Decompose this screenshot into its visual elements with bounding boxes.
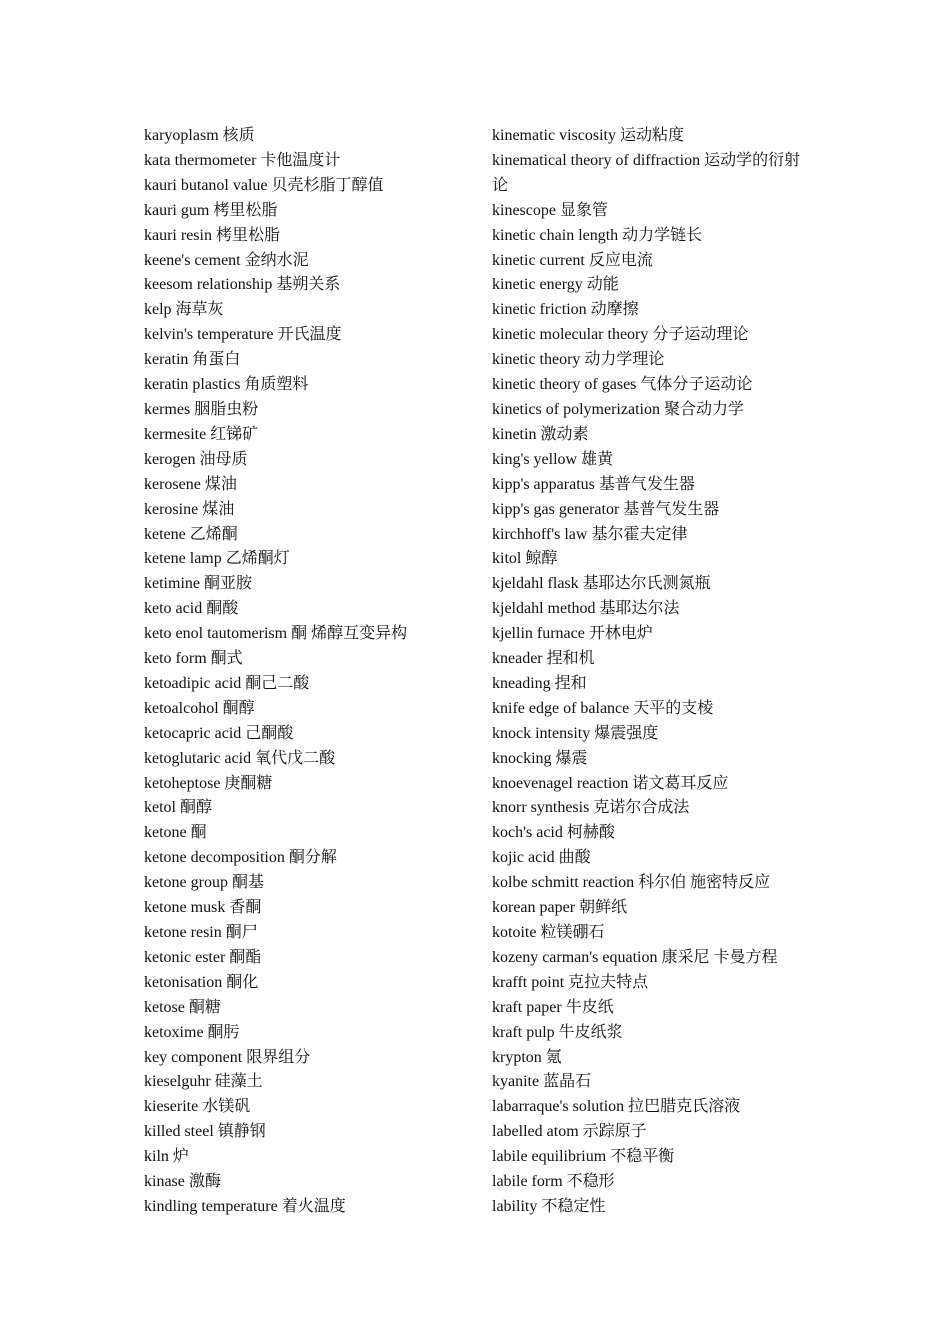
glossary-entry: kinetics of polymerization 聚合动力学: [492, 400, 744, 418]
glossary-entry: ketene lamp 乙烯酮灯: [144, 550, 290, 568]
glossary-entry: ketonic ester 酮酯: [144, 948, 262, 966]
glossary-entry: killed steel 镇静钢: [144, 1123, 266, 1141]
glossary-entry: kieserite 水镁矾: [144, 1098, 251, 1116]
glossary-entry: king's yellow 雄黄: [492, 450, 614, 468]
glossary-entry: key component 限界组分: [144, 1048, 311, 1066]
glossary-entry: keratin plastics 角质塑料: [144, 376, 309, 394]
glossary-entry: ketone group 酮基: [144, 874, 264, 892]
glossary-entry: labelled atom 示踪原子: [492, 1123, 647, 1141]
glossary-entry: kinetic molecular theory 分子运动理论: [492, 326, 749, 344]
glossary-entry: keto acid 酮酸: [144, 600, 239, 618]
glossary-entry: krafft point 克拉夫特点: [492, 973, 649, 991]
glossary-entry: kiln 炉: [144, 1148, 189, 1166]
glossary-entry: kojic acid 曲酸: [492, 849, 591, 867]
glossary-entry: ketone musk 香酮: [144, 899, 262, 917]
glossary-entry: ketene 乙烯酮: [144, 525, 238, 543]
glossary-column-right: [492, 124, 812, 1220]
glossary-entry: karyoplasm 核质: [144, 127, 255, 144]
glossary-entry: kermes 胭脂虫粉: [144, 400, 259, 418]
glossary-entry: kyanite 蓝晶石: [492, 1073, 592, 1091]
glossary-entry: knife edge of balance 天平的支棱: [492, 699, 714, 717]
glossary-entry: knorr synthesis 克诺尔合成法: [492, 799, 690, 817]
glossary-entry: labile form 不稳形: [492, 1173, 615, 1191]
glossary-entry: kinescope 显象管: [492, 201, 608, 219]
glossary-entry: knocking 爆震: [492, 749, 588, 767]
glossary-entry: keto form 酮式: [144, 650, 243, 668]
glossary-entry: kinetic chain length 动力学链长: [492, 226, 703, 244]
glossary-entry: ketocapric acid 己酮酸: [144, 724, 294, 742]
glossary-entry: knoevenagel reaction 诺文葛耳反应: [492, 774, 729, 792]
glossary-entry: ketoalcohol 酮醇: [144, 699, 255, 717]
glossary-entry: labarraque's solution 拉巴腊克氏溶液: [492, 1098, 741, 1116]
glossary-entry: kinase 激酶: [144, 1173, 221, 1191]
glossary-entry: kipp's apparatus 基普气发生器: [492, 475, 695, 493]
glossary-entry: knock intensity 爆震强度: [492, 724, 659, 742]
glossary-entry: kozeny carman's equation 康采尼 卡曼方程: [492, 948, 778, 966]
glossary-entry: ketone resin 酮尸: [144, 924, 258, 941]
glossary-entry: kermesite 红锑矿: [144, 425, 259, 443]
glossary-entry: ketoadipic acid 酮己二酸: [144, 674, 310, 692]
glossary-entry: kelvin's temperature 开氏温度: [144, 326, 342, 344]
glossary-entry: kjeldahl method 基耶达尔法: [492, 600, 680, 618]
glossary-entry: kerosine 煤油: [144, 500, 235, 518]
glossary-entry: labile equilibrium 不稳平衡: [492, 1148, 675, 1166]
glossary-entry: kinetin 激动素: [492, 425, 589, 443]
glossary-entry: kjeldahl flask 基耶达尔氏测氮瓶: [492, 575, 711, 593]
glossary-entry: ketone decomposition 酮分解: [144, 849, 337, 867]
glossary-entry: keene's cement 金纳水泥: [144, 251, 309, 269]
glossary-entry: krypton 氪: [492, 1048, 562, 1066]
glossary-entry: koch's acid 柯赫酸: [492, 824, 615, 842]
glossary-entry: kauri resin 栲里松脂: [144, 226, 280, 244]
glossary-entry: kauri gum 栲里松脂: [144, 201, 278, 219]
glossary-entry: kinetic friction 动摩擦: [492, 301, 639, 319]
glossary-entry: kraft paper 牛皮纸: [492, 998, 614, 1016]
glossary-column-left: [144, 124, 464, 1220]
glossary-entry: korean paper 朝鲜纸: [492, 899, 628, 917]
glossary-entry: keratin 角蛋白: [144, 351, 241, 369]
glossary-entry: kinematic viscosity 运动粘度: [492, 127, 684, 144]
glossary-entry: kraft pulp 牛皮纸浆: [492, 1023, 623, 1041]
glossary-entry: kipp's gas generator 基普气发生器: [492, 500, 720, 518]
glossary-entry: ketimine 酮亚胺: [144, 575, 252, 593]
glossary-entry: kneader 捏和机: [492, 650, 595, 668]
glossary-entry: kindling temperature 着火温度: [144, 1197, 346, 1215]
glossary-entry: kieselguhr 硅藻土: [144, 1073, 263, 1091]
glossary-entry: kirchhoff's law 基尔霍夫定律: [492, 525, 688, 543]
glossary-entry: kotoite 粒镁硼石: [492, 924, 605, 941]
glossary-entry: ketoxime 酮肟: [144, 1023, 240, 1041]
glossary-entry: kata thermometer 卡他温度计: [144, 151, 341, 169]
glossary-entry: kolbe schmitt reaction 科尔伯 施密特反应: [492, 874, 771, 892]
glossary-entry: kelp 海草灰: [144, 301, 224, 319]
glossary-entry: ketonisation 酮化: [144, 973, 259, 991]
glossary-entry: kinetic theory of gases 气体分子运动论: [492, 376, 753, 394]
glossary-entry: kjellin furnace 开林电炉: [492, 625, 653, 643]
glossary-entry: kinematical theory of diffraction 运动学的衍射论: [492, 151, 801, 194]
glossary-entry: kinetic energy 动能: [492, 276, 619, 294]
glossary-entry: ketoglutaric acid 氧代戊二酸: [144, 749, 336, 767]
glossary-entry: ketoheptose 庚酮糖: [144, 774, 273, 792]
glossary-entry: keto enol tautomerism 酮 烯醇互变异构: [144, 625, 408, 643]
glossary-entry: keesom relationship 基朔关系: [144, 276, 341, 294]
glossary-entry: ketol 酮醇: [144, 799, 212, 817]
glossary-entry: kneading 捏和: [492, 674, 587, 692]
glossary-entry: lability 不稳定性: [492, 1197, 606, 1215]
glossary-entry: kauri butanol value 贝壳杉脂丁醇值: [144, 176, 384, 194]
glossary-entry: kinetic theory 动力学理论: [492, 351, 665, 369]
glossary-entry: kinetic current 反应电流: [492, 251, 653, 269]
glossary-entry: ketone 酮: [144, 824, 207, 842]
glossary-entry: kerosene 煤油: [144, 475, 237, 493]
glossary-entry: kerogen 油母质: [144, 450, 248, 468]
glossary-entry: kitol 鲸醇: [492, 550, 558, 568]
glossary-entry: ketose 酮糖: [144, 998, 221, 1016]
